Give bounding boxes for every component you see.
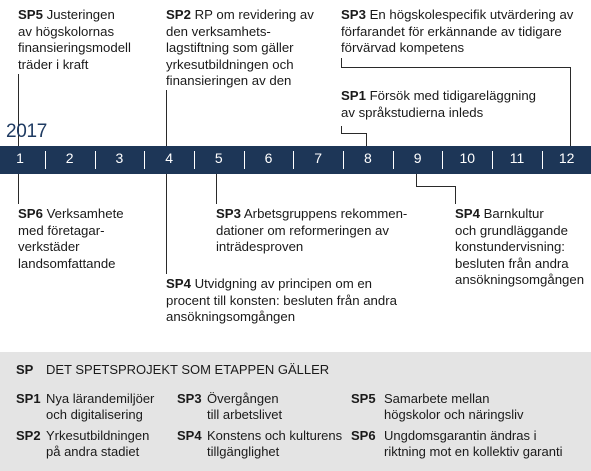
legend-header-code: SP [16, 362, 34, 377]
legend-text: Nya lärandemiljöer [46, 391, 155, 406]
legend-code: SP5 [351, 391, 376, 406]
event-code: SP3 [216, 206, 241, 221]
connector-line [166, 174, 167, 274]
event-text: Barnkultur [483, 206, 544, 221]
month-separator [393, 151, 394, 169]
connector-line [216, 174, 217, 204]
year-label: 2017 [6, 121, 48, 142]
month-label: 11 [509, 150, 525, 166]
event-text: Försök med tidigareläggning [369, 88, 537, 103]
event-code: SP6 [18, 206, 43, 221]
event-text: landsomfattande [18, 255, 116, 271]
month-separator [45, 151, 46, 169]
event-text: yrkesutbildningen och [166, 56, 294, 72]
event-sp3-above [341, 7, 573, 57]
legend-code: SP2 [16, 428, 41, 443]
event-text: och grundläggande [455, 222, 568, 238]
connector-line [455, 186, 456, 204]
legend-item-sp4 [177, 428, 343, 459]
event-sp4-konsten [166, 276, 397, 326]
month-separator [144, 151, 145, 169]
event-text: av högskolornas [18, 23, 115, 39]
event-text: Utvidgning av principen om en [194, 276, 373, 291]
month-label: 2 [65, 150, 74, 166]
legend-code: SP6 [351, 428, 376, 443]
event-sp2 [166, 7, 314, 90]
month-separator [542, 151, 543, 169]
month-separator [194, 151, 195, 169]
month-label: 10 [459, 150, 476, 166]
legend-code: SP3 [177, 391, 202, 406]
connector-line [416, 174, 417, 186]
event-text: RP om revidering av [194, 7, 314, 22]
month-label: 8 [363, 150, 372, 166]
event-code: SP4 [166, 276, 191, 291]
event-sp6 [18, 206, 124, 272]
event-text: procent till konsten: besluten från andra [166, 292, 397, 308]
legend-text: Konstens och kulturens [207, 428, 343, 443]
event-text: träder i kraft [18, 56, 89, 72]
event-text: En högskolespecifik utvärdering av [369, 7, 574, 22]
event-sp3-below [216, 206, 407, 256]
month-separator [492, 151, 493, 169]
event-code: SP4 [455, 206, 480, 221]
connector-line [166, 90, 167, 146]
month-separator [343, 151, 344, 169]
event-text: förvärvad kompetens [341, 40, 465, 55]
legend-item-sp6 [351, 428, 563, 459]
month-label: 9 [413, 150, 422, 166]
legend-text: och digitalisering [46, 406, 143, 422]
legend-text: Ungdomsgarantin ändras i [384, 428, 537, 443]
legend-item-sp1 [16, 391, 155, 422]
legend-header-text: DET SPETSPROJEKT SOM ETAPPEN GÄLLER [46, 362, 330, 377]
month-separator [95, 151, 96, 169]
event-text: den verksamhets- [166, 23, 271, 39]
event-text: konstundervisning: [455, 239, 565, 254]
connector-line [18, 174, 19, 204]
event-text: Arbetsgruppens rekommen- [243, 206, 408, 221]
event-text: inträdesproven [216, 239, 304, 254]
event-code: SP5 [18, 7, 43, 22]
event-text: av språkstudierna inleds [341, 104, 484, 120]
event-text: Justeringen [46, 7, 115, 22]
event-text: dationer om reformeringen av [216, 222, 389, 238]
legend-text: Yrkesutbildningen [46, 428, 150, 443]
legend-item-sp5 [351, 391, 524, 422]
legend-panel [0, 352, 591, 471]
connector-line [366, 133, 367, 146]
legend-text: högskolor och näringsliv [384, 406, 524, 422]
connector-line [570, 67, 571, 146]
legend-text: till arbetslivet [207, 406, 283, 422]
month-label: 3 [115, 150, 124, 166]
month-label: 1 [16, 150, 24, 166]
event-text: ansökningsomgången [455, 272, 585, 287]
connector-line [341, 133, 367, 134]
legend-text: riktning mot en kollektiv garanti [384, 443, 563, 459]
month-label: 5 [214, 150, 223, 166]
event-code: SP2 [166, 7, 191, 22]
legend-code: SP1 [16, 391, 41, 406]
event-sp4-barnkultur [455, 206, 584, 289]
event-text: Verksamhete [46, 206, 124, 221]
event-text: med företagar- [18, 222, 105, 238]
event-text: ansökningsomgången [166, 309, 296, 324]
month-label: 12 [558, 150, 575, 166]
event-sp1 [341, 88, 536, 121]
event-code: SP3 [341, 7, 366, 22]
event-sp5 [18, 7, 131, 73]
month-separator [293, 151, 294, 169]
legend-code: SP4 [177, 428, 202, 443]
legend-text: på andra stadiet [46, 443, 140, 459]
month-label: 7 [314, 150, 323, 166]
legend-item-sp3 [177, 391, 283, 422]
event-code: SP1 [341, 88, 366, 103]
legend-text: Samarbete mellan [384, 391, 490, 406]
month-label: 6 [264, 150, 273, 166]
event-text: förfarandet för erkännande av tidigare [341, 23, 562, 39]
event-text: finansieringen av den [166, 73, 292, 88]
event-text: finansieringsmodell [18, 40, 131, 55]
event-text: lagstiftning som gäller [166, 40, 294, 55]
month-separator [244, 151, 245, 169]
month-separator [442, 151, 443, 169]
legend-item-sp2 [16, 428, 150, 459]
legend-text: Övergången [207, 391, 279, 406]
connector-line [341, 67, 571, 68]
legend-header [16, 362, 330, 378]
month-label: 4 [165, 150, 173, 166]
event-text: verkstäder [18, 239, 80, 254]
legend-text: tillgänglighet [207, 443, 280, 459]
connector-line [416, 186, 456, 187]
event-text: besluten från andra [455, 255, 569, 271]
timeline-bar [0, 146, 591, 174]
